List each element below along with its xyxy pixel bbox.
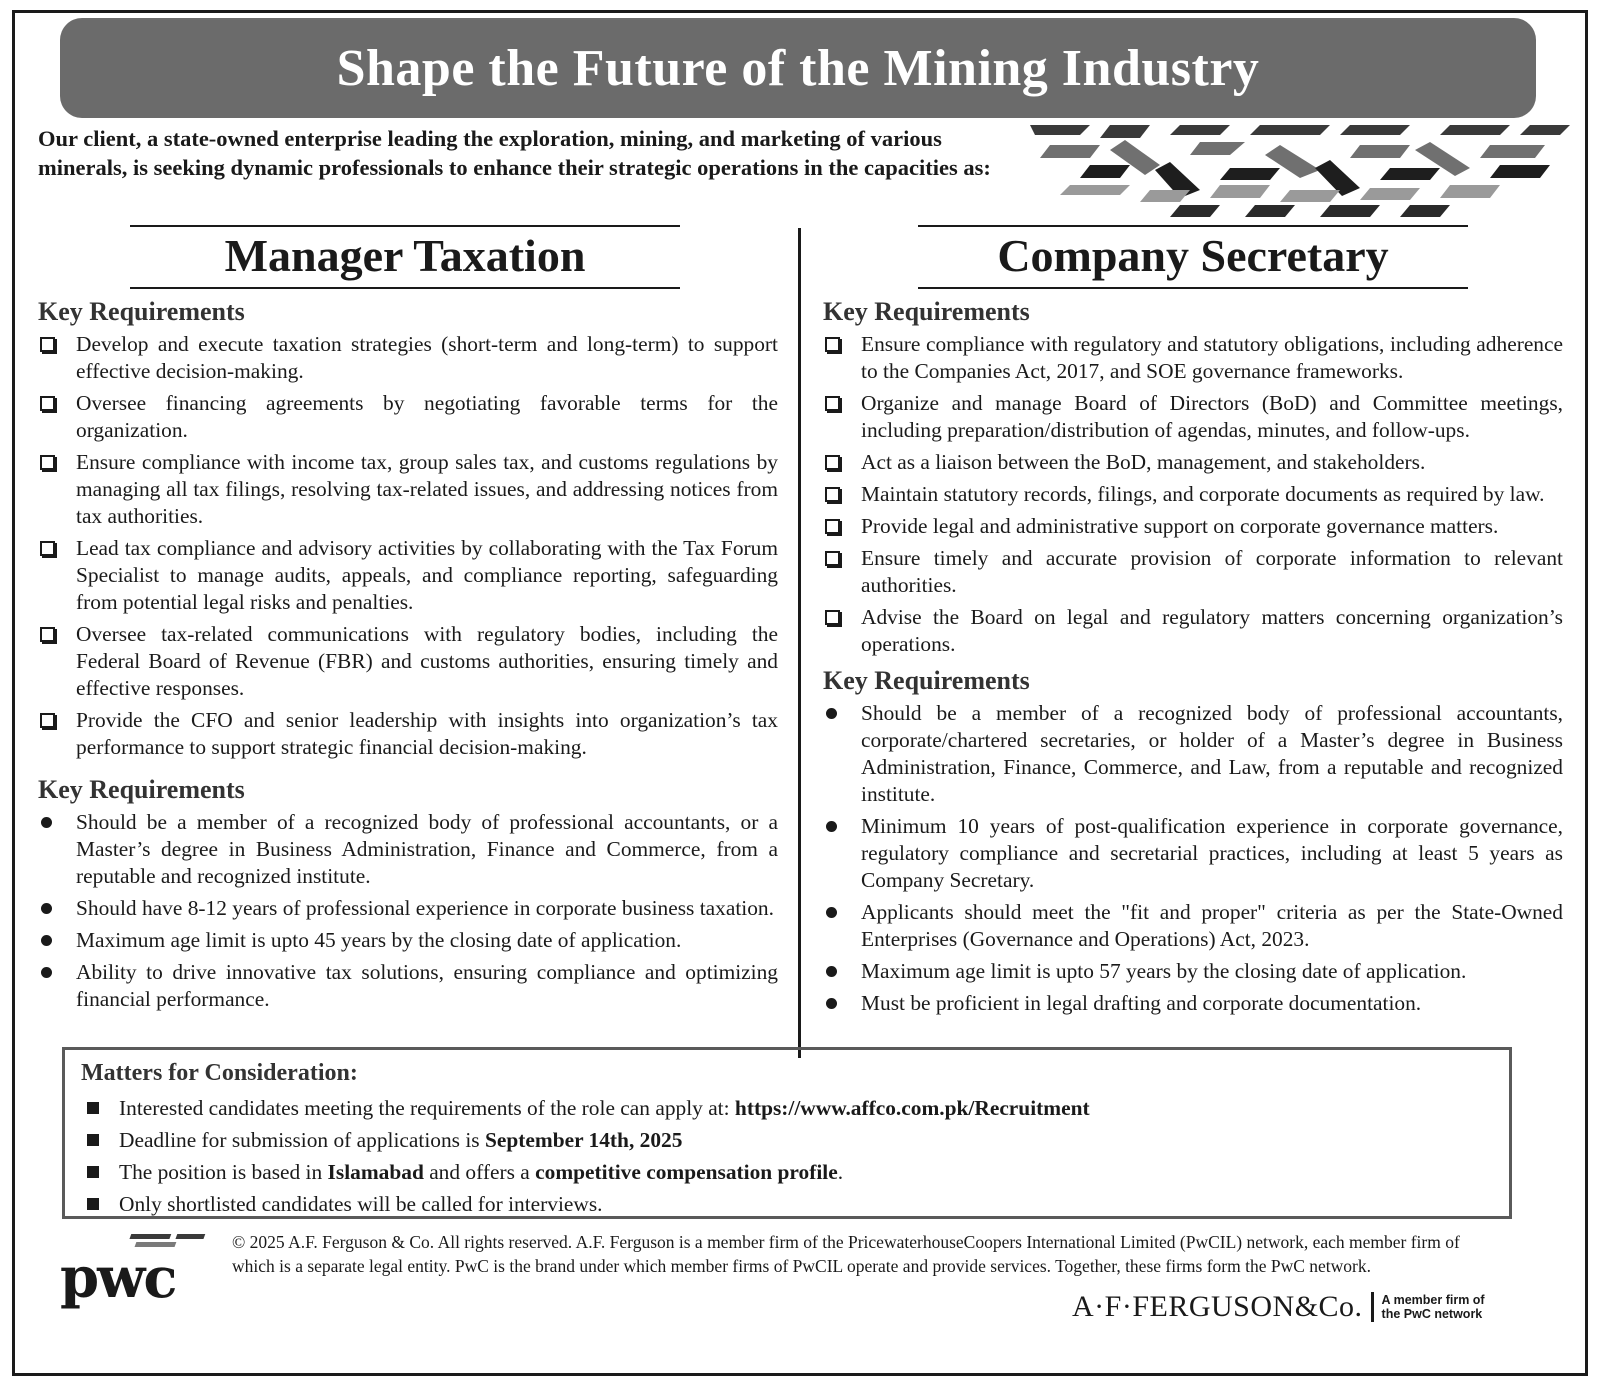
- job-title-manager-taxation: Manager Taxation: [130, 225, 680, 289]
- square-box-icon: [825, 610, 840, 625]
- list-item: Applicants should meet the "fit and proper" criteria as per the State-Owned Enterprises (Governance and Operations) Act, 2023.: [823, 899, 1563, 953]
- decorative-pattern: [1030, 120, 1575, 220]
- matters-list: [81, 1092, 1493, 1220]
- list-item: Interested candidates meeting the requirements of the role can apply at: https://www.affco.com.pk/Recruitment: [81, 1092, 1493, 1124]
- manager-taxation-column: [38, 225, 778, 1018]
- requirements-list: [38, 809, 778, 1013]
- matters-box: [62, 1047, 1512, 1219]
- list-item: Should be a member of a recognized body of professional accountants, or a Master’s degree in Business Administration, Finance and Commerce, from a reputable and recognized institute.: [38, 809, 778, 890]
- member-tagline: A member firm of the PwC network: [1381, 1293, 1485, 1321]
- compensation-text: competitive compensation profile: [535, 1160, 838, 1184]
- square-box-icon: [825, 551, 840, 566]
- filled-square-icon: [87, 1166, 99, 1178]
- logo-divider: [1371, 1292, 1374, 1322]
- list-item: Develop and execute taxation strategies (short-term and long-term) to support effective decision-making.: [38, 331, 778, 385]
- list-item: Should have 8-12 years of professional experience in corporate business taxation.: [38, 895, 778, 922]
- list-item: Minimum 10 years of post-qualification experience in corporate governance, regulatory compliance and secretarial practices, including at least 5 years as Company Secretary.: [823, 813, 1563, 894]
- square-box-icon: [825, 455, 840, 470]
- filled-circle-icon: [826, 966, 837, 977]
- list-item: Ensure compliance with regulatory and statutory obligations, including adherence to the Companies Act, 2017, and SOE governance frameworks.: [823, 331, 1563, 385]
- list-item: The position is based in Islamabad and offers a competitive compensation profile.: [81, 1156, 1493, 1188]
- job-title-company-secretary: Company Secretary: [918, 225, 1468, 289]
- filled-circle-icon: [41, 967, 52, 978]
- filled-circle-icon: [826, 821, 837, 832]
- section-heading: Key Requirements: [823, 297, 1030, 326]
- intro-paragraph: Our client, a state-owned enterprise leading the exploration, mining, and marketing of various minerals, is seeking dynamic professionals to enhance their strategic operations in the capacities as:: [38, 126, 991, 180]
- matters-heading: Matters for Consideration:: [81, 1060, 358, 1086]
- list-item: Oversee tax-related communications with regulatory bodies, including the Federal Board of Revenue (FBR) and customs authorities, ensuring timely and effective responses.: [38, 621, 778, 702]
- copyright-text: © 2025 A.F. Ferguson & Co. All rights reserved. A.F. Ferguson is a member firm of the PricewaterhouseCoopers International Limited (PwCIL) network, each member firm of which is a separate legal entity. PwC is the brand under which member firms of PwCIL operate and provide services. Together, these firms form the PwC network.: [232, 1232, 1460, 1276]
- list-item: Only shortlisted candidates will be called for interviews.: [81, 1188, 1493, 1220]
- filled-circle-icon: [826, 907, 837, 918]
- square-box-icon: [40, 541, 55, 556]
- square-box-icon: [825, 337, 840, 352]
- list-item: Maximum age limit is upto 57 years by the closing date of application.: [823, 958, 1563, 985]
- list-item: Lead tax compliance and advisory activities by collaborating with the Tax Forum Specialist to manage audits, appeals, and compliance reporting, safeguarding from potential legal risks and penalties.: [38, 535, 778, 616]
- list-item: Provide legal and administrative support on corporate governance matters.: [823, 513, 1563, 540]
- filled-circle-icon: [826, 708, 837, 719]
- ferguson-logo: [1072, 1290, 1485, 1324]
- square-box-icon: [40, 627, 55, 642]
- square-box-icon: [40, 337, 55, 352]
- duties-list: [823, 331, 1563, 658]
- duties-list: [38, 331, 778, 761]
- list-item: Deadline for submission of applications is September 14th, 2025: [81, 1124, 1493, 1156]
- list-item: Provide the CFO and senior leadership with insights into organization’s tax performance to support strategic financial decision-making.: [38, 707, 778, 761]
- ferguson-name: A·F·FERGUSON&Co.: [1072, 1290, 1363, 1323]
- requirements-list: [823, 700, 1563, 1017]
- apply-link[interactable]: https://www.affco.com.pk/Recruitment: [734, 1096, 1090, 1120]
- list-item: Ensure timely and accurate provision of corporate information to relevant authorities.: [823, 545, 1563, 599]
- list-item: Act as a liaison between the BoD, management, and stakeholders.: [823, 449, 1563, 476]
- company-secretary-column: [823, 225, 1563, 1022]
- filled-square-icon: [87, 1198, 99, 1210]
- list-item: Organize and manage Board of Directors (BoD) and Committee meetings, including preparation/distribution of agendas, minutes, and follow-ups.: [823, 390, 1563, 444]
- section-heading: Key Requirements: [38, 297, 245, 326]
- list-item: Should be a member of a recognized body of professional accountants, corporate/chartered secretaries, or holder of a Master’s degree in Business Administration, Finance, Commerce, and Law, from a reputable and recognized institute.: [823, 700, 1563, 808]
- list-item: Maintain statutory records, filings, and corporate documents as required by law.: [823, 481, 1563, 508]
- square-box-icon: [825, 396, 840, 411]
- square-box-icon: [40, 455, 55, 470]
- section-heading: Key Requirements: [823, 666, 1030, 695]
- list-item: Oversee financing agreements by negotiating favorable terms for the organization.: [38, 390, 778, 444]
- list-item: Maximum age limit is upto 45 years by the closing date of application.: [38, 927, 778, 954]
- filled-circle-icon: [41, 817, 52, 828]
- column-divider: [798, 228, 801, 1058]
- list-item: Ability to drive innovative tax solutions, ensuring compliance and optimizing financial performance.: [38, 959, 778, 1013]
- square-box-icon: [825, 519, 840, 534]
- filled-square-icon: [87, 1134, 99, 1146]
- section-heading: Key Requirements: [38, 775, 245, 804]
- deadline-date: September 14th, 2025: [484, 1128, 683, 1152]
- list-item: Advise the Board on legal and regulatory matters concerning organization’s operations.: [823, 604, 1563, 658]
- square-box-icon: [40, 713, 55, 728]
- square-box-icon: [825, 487, 840, 502]
- square-box-icon: [40, 396, 55, 411]
- filled-circle-icon: [41, 903, 52, 914]
- page-title: Shape the Future of the Mining Industry: [60, 18, 1536, 118]
- filled-circle-icon: [41, 935, 52, 946]
- list-item: Must be proficient in legal drafting and corporate documentation.: [823, 990, 1563, 1017]
- filled-circle-icon: [826, 998, 837, 1009]
- pwc-logo: pwc: [60, 1245, 176, 1311]
- location: Islamabad: [327, 1160, 424, 1184]
- filled-square-icon: [87, 1102, 99, 1114]
- list-item: Ensure compliance with income tax, group sales tax, and customs regulations by managing all tax filings, resolving tax-related issues, and addressing notices from tax authorities.: [38, 449, 778, 530]
